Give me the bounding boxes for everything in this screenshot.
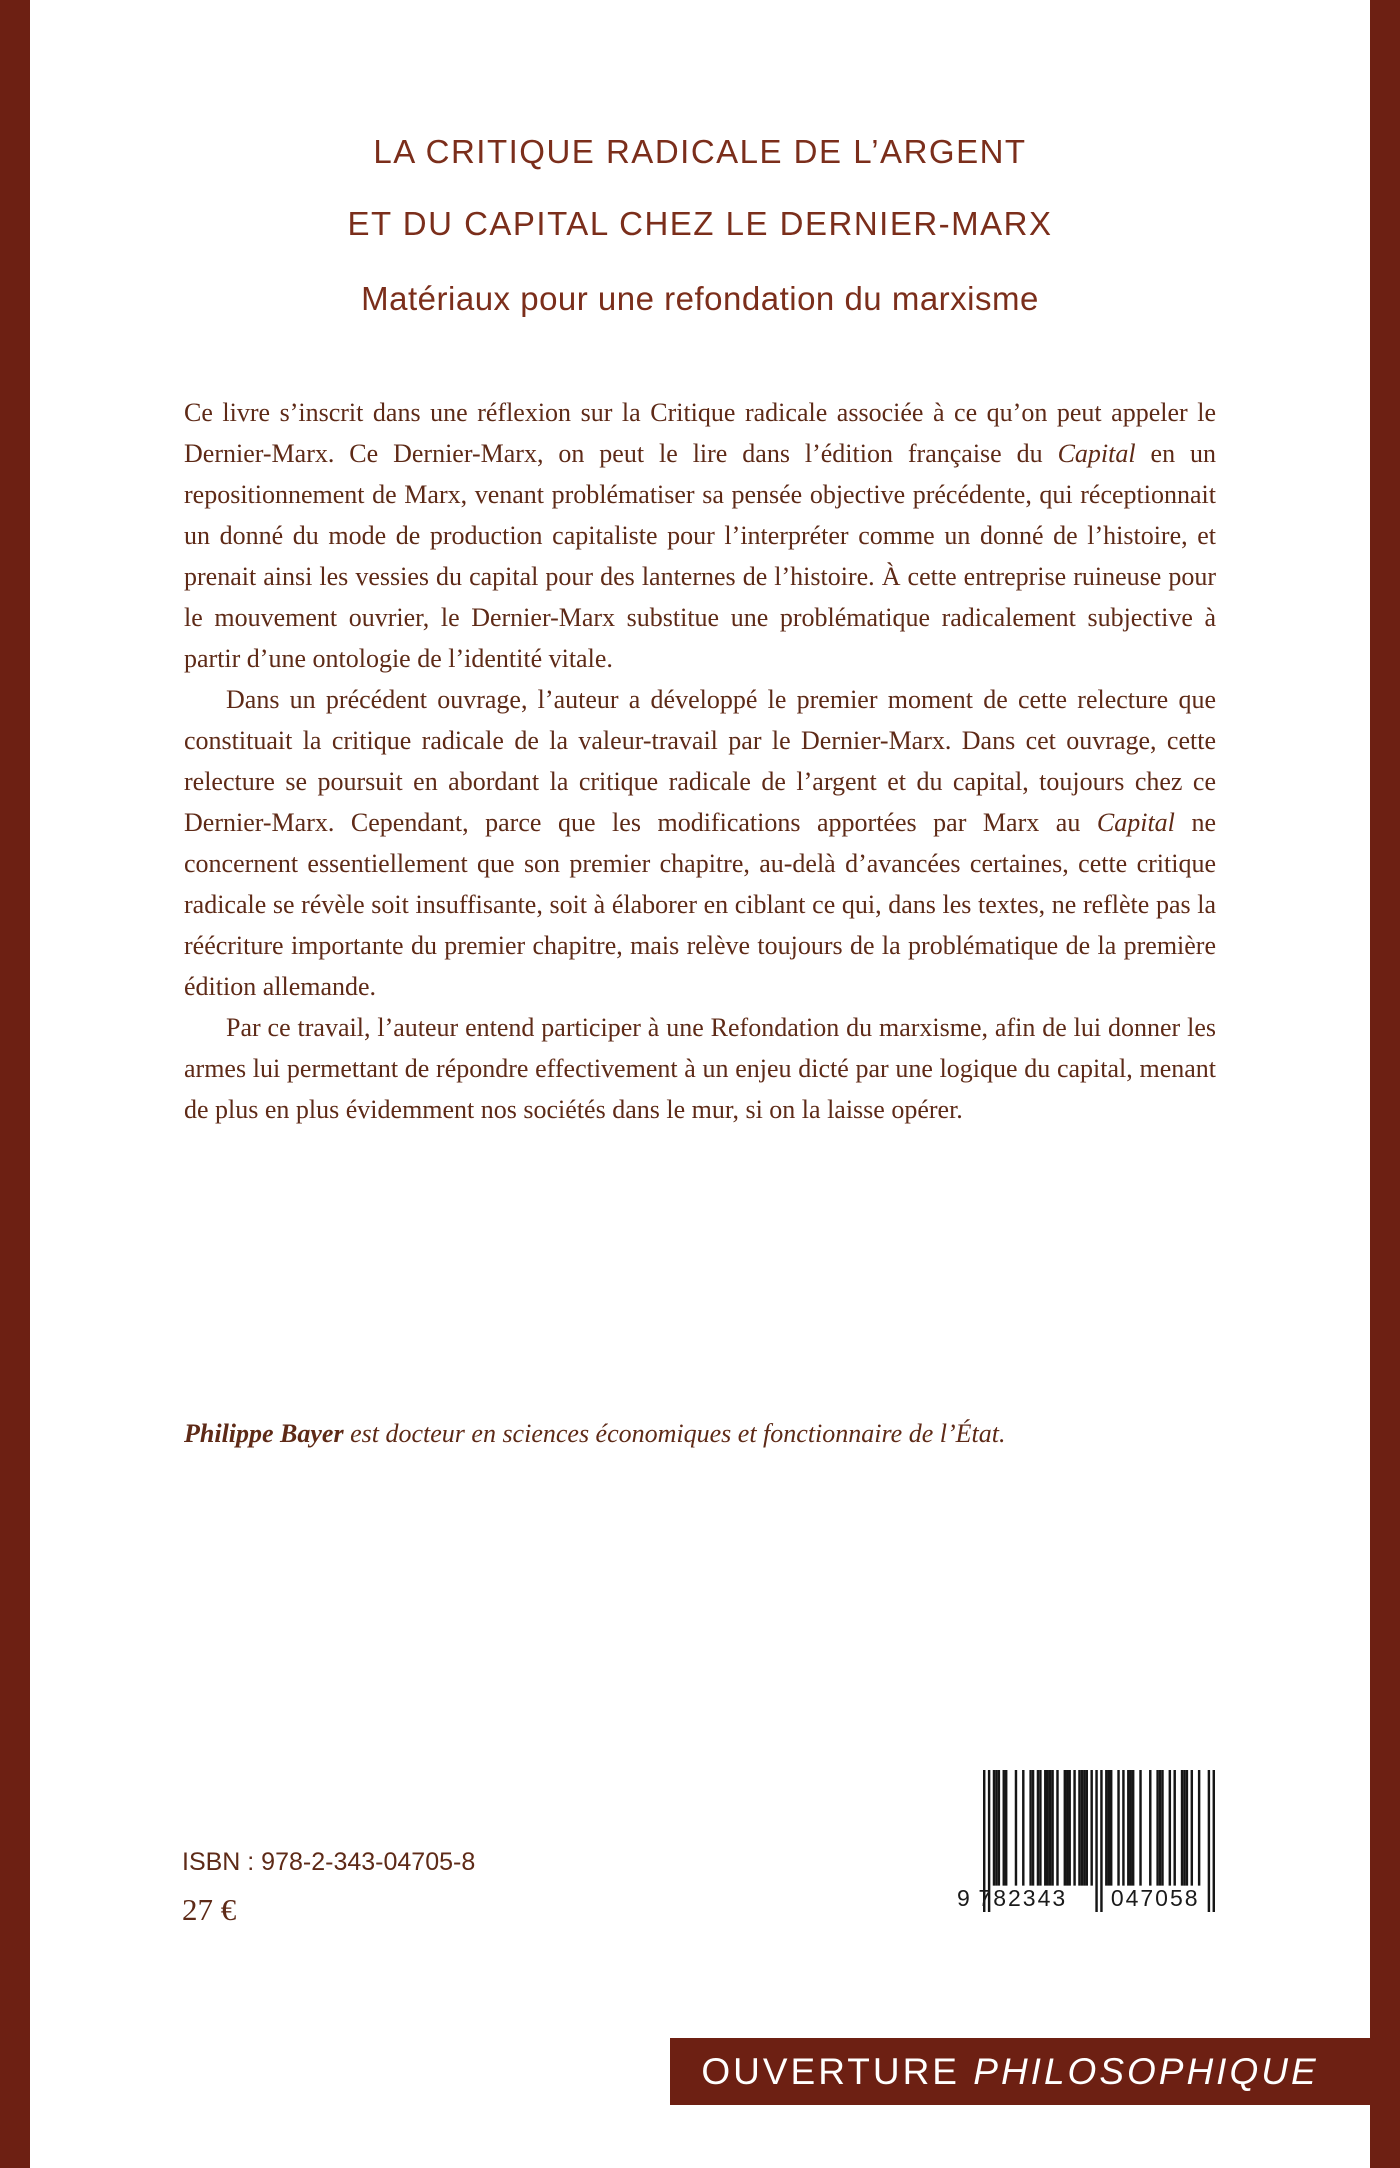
- barcode-digit-prefix: 9: [957, 1885, 972, 1911]
- author-bio: [184, 1416, 1216, 1452]
- barcode-digits-left: 782343: [978, 1885, 1068, 1911]
- price: 27 €: [182, 1892, 237, 1927]
- barcode: [955, 1770, 1223, 1912]
- text-segment: Dans un précédent ouvrage, l’auteur a développé le premier moment de cette relecture que constituait la critique radicale de la valeur-travail par le Dernier-Marx. Dans cet ouvrage, cette relecture se poursuit en abordant la critique radicale de l’argent et du capital, toujours chez ce Dernier-Marx. Cependant, parce que les modifications apportées par Marx au: [184, 685, 1216, 837]
- book-title-line-2: ET DU CAPITAL CHEZ LE DERNIER-MARX: [347, 205, 1053, 242]
- text-segment: Philippe Bayer: [184, 1419, 344, 1448]
- synopsis-paragraph: [184, 392, 1216, 679]
- collection-name: [701, 2051, 1318, 2093]
- synopsis-paragraph: [184, 679, 1216, 1007]
- collection-name-regular: OUVERTURE: [701, 2050, 974, 2092]
- right-border-stripe: [1370, 0, 1400, 2168]
- collection-banner: [670, 2038, 1400, 2105]
- header: [30, 116, 1370, 318]
- isbn: ISBN : 978-2-343-04705-8: [182, 1848, 476, 1876]
- synopsis: [184, 392, 1216, 1130]
- book-title-line-1: LA CRITIQUE RADICALE DE L’ARGENT: [373, 133, 1027, 170]
- collection-name-italic: PHILOSOPHIQUE: [973, 2050, 1319, 2092]
- barcode-digits-right: 047058: [1110, 1885, 1200, 1911]
- synopsis-paragraph: [184, 1007, 1216, 1130]
- text-segment: Capital: [1057, 439, 1136, 468]
- text-segment: en un repositionnement de Marx, venant problématiser sa pensée objective précédente, qui réceptionnait un donné du mode de production capitaliste pour l’interpréter comme un donné de l’histoire, et prenait ainsi les vessies du capital pour des lanternes de l’histoire. À cette entreprise ruineuse pour le mouvement ouvrier, le Dernier-Marx substitue une problématique radicalement subjective à partir d’une ontologie de l’identité vitale.: [184, 439, 1216, 673]
- text-segment: Ce livre s’inscrit dans une réflexion sur la Critique radicale associée à ce qu’on peut appeler le Dernier-Marx. Ce Dernier-Marx, on peut le lire dans l’édition française du: [184, 398, 1216, 468]
- left-border-stripe: [0, 0, 30, 2168]
- text-segment: ne concernent essentiellement que son premier chapitre, au-delà d’avancées certaines, cette critique radicale se révèle soit insuffisante, soit à élaborer en ciblant ce qui, dans les textes, ne reflète pas la réécriture importante du premier chapitre, mais relève toujours de la problématique de la première édition allemande.: [184, 808, 1216, 1001]
- book-subtitle: Matériaux pour une refondation du marxisme: [361, 280, 1039, 317]
- text-segment: est docteur en sciences économiques et fonctionnaire de l’État.: [343, 1419, 1006, 1448]
- text-segment: Par ce travail, l’auteur entend participer à une Refondation du marxisme, afin de lui donner les armes lui permettant de répondre effectivement à un enjeu dicté par une logique du capital, menant de plus en plus évidemment nos sociétés dans le mur, si on la laisse opérer.: [184, 1013, 1216, 1124]
- text-segment: Capital: [1096, 808, 1175, 837]
